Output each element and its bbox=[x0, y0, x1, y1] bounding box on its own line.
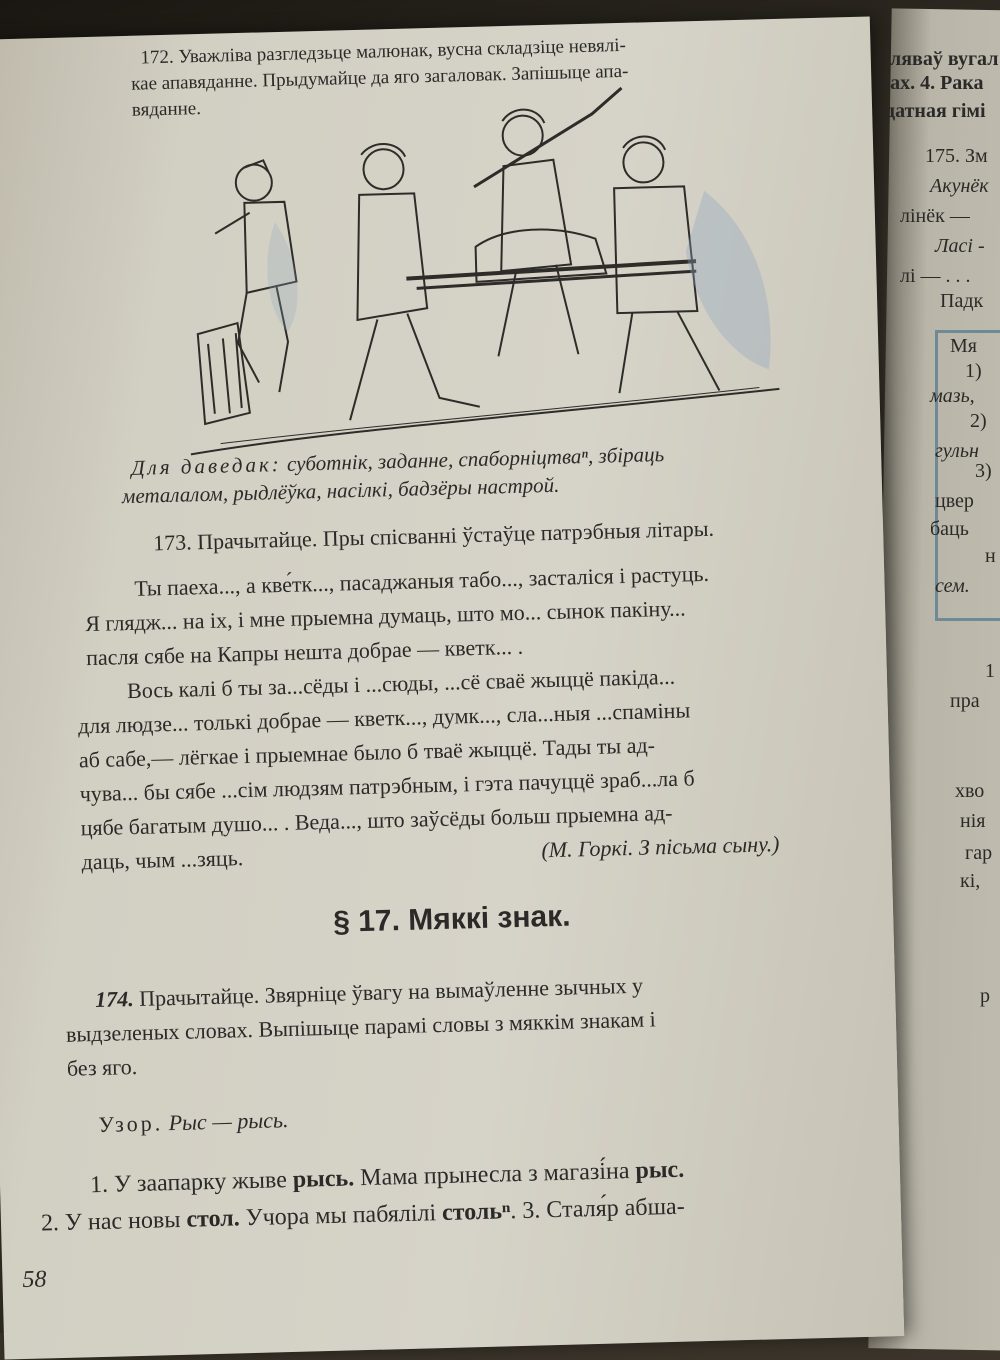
s2-part: Учора мы пабялілі bbox=[239, 1200, 443, 1232]
ex172-line2: кае апавяданне. Прыдумайце да яго загаловак. Запішыце апа- bbox=[130, 60, 629, 95]
right-page-line: 1 bbox=[985, 660, 995, 682]
ex174-pattern bbox=[98, 1107, 289, 1138]
section-title: § 17. Мяккі знак. bbox=[332, 899, 571, 939]
right-page-line: 2) bbox=[970, 410, 987, 432]
s2-bold-word: стол. bbox=[186, 1205, 241, 1233]
right-page-line: 175. Зм bbox=[925, 145, 988, 167]
right-page-line: мазь, bbox=[930, 385, 975, 407]
right-page-line: гар bbox=[965, 842, 993, 864]
right-page-line: Мя bbox=[950, 335, 977, 357]
ex174-line2: выдзеленых словах. Выпішыце парамі словы з мяккім знакам і bbox=[65, 1006, 657, 1047]
s2-part: . 3. Сталя́р абша- bbox=[510, 1193, 685, 1225]
right-page-line: нія bbox=[960, 810, 986, 832]
ex173-line: цябе багатым душо... . Веда..., што заўсёды больш прыемна ад- bbox=[80, 799, 673, 841]
left-page bbox=[0, 16, 904, 1359]
ex172-line3: вяданне. bbox=[131, 97, 202, 121]
s2-part: 2. У нас новы bbox=[40, 1206, 187, 1237]
right-page-line: Ласі - bbox=[935, 235, 985, 257]
ex173-line: для людзе... толькі добрае — кветк..., думк..., сла...ныя ...спаміны bbox=[77, 697, 691, 739]
ex172-line1: 172. Уважліва разгледзьце малюнак, вусна складзіце невялі- bbox=[140, 34, 627, 69]
right-page-line: р bbox=[980, 985, 990, 1007]
ex173-line: чува... бы сябе ...сім людзям патрэбным, і гэта пачуццё зраб...ла б bbox=[79, 765, 695, 807]
ex173-line: Вось калі б ты за...сёды і ...сюды, ...сё сваё жыццё пакіда... bbox=[126, 663, 676, 704]
ex174-line1 bbox=[95, 973, 644, 1013]
right-page-line: баць bbox=[930, 518, 969, 540]
hint-label: Для даведак: bbox=[130, 451, 283, 480]
right-page-line: ляваў вугал bbox=[890, 48, 999, 70]
ex173-line: пасля сябе на Капры нешта добрае — кветк... . bbox=[85, 633, 524, 671]
right-page-line: пра bbox=[950, 690, 980, 712]
right-page-line: цвер bbox=[935, 490, 974, 512]
right-page-line: 3) bbox=[975, 460, 992, 482]
right-page-line: лі — . . . bbox=[900, 265, 971, 287]
right-page-line: 1) bbox=[965, 360, 982, 382]
right-page-line: Акунёк bbox=[930, 175, 989, 197]
s1-part: Мама прынесла з магазі́на bbox=[353, 1157, 636, 1192]
ex174-sentence2 bbox=[41, 1194, 685, 1238]
ex173-source: (М. Горкі. З пісьма сыну.) bbox=[541, 831, 780, 863]
right-page-line: хво bbox=[955, 780, 985, 802]
right-page-line: тах. 4. Рака bbox=[880, 72, 984, 94]
page-number: 58 bbox=[22, 1266, 47, 1294]
ex174-number: 174. bbox=[94, 986, 134, 1013]
right-page-line: датная гімі bbox=[885, 100, 986, 122]
right-page-line: кі, bbox=[960, 870, 981, 892]
hint-line2: металалом, рыдлёўка, насілкі, бадзёры настрой. bbox=[121, 472, 560, 509]
s1-bold-word: рыс. bbox=[635, 1156, 685, 1184]
pattern-label: Узор. bbox=[98, 1110, 164, 1138]
s1-bold-word: рысь. bbox=[292, 1165, 355, 1193]
ex174-text1: Прачытайце. Звярніце ўвагу на вымаўленне зычных у bbox=[138, 972, 644, 1011]
illustration-subbotnik bbox=[171, 69, 801, 465]
ex173-title: 173. Прачытайце. Пры спісванні ўстаўце патрэбныя літары. bbox=[152, 515, 715, 556]
ex173-line: Я глядж... на іх, і мне прыемна думаць, што мо... сынок пакіну... bbox=[84, 595, 686, 637]
right-page-line: сем. bbox=[935, 575, 970, 597]
right-page-line: н bbox=[985, 545, 996, 567]
pattern-example: Рыс — рысь. bbox=[168, 1107, 289, 1136]
right-page-line: лінёк — bbox=[900, 205, 970, 227]
ex173-line: Ты паеха..., а кве́тк..., пасаджаныя табо..., засталіся і растуць. bbox=[134, 560, 710, 601]
ex173-line: аб сабе,— лёгкае і прыемнае было б тваё жыццё. Тады ты ад- bbox=[78, 732, 656, 773]
ex174-sentence1 bbox=[90, 1157, 685, 1200]
ex174-line3: без яго. bbox=[66, 1053, 138, 1081]
s1-part: 1. У заапарку жыве bbox=[89, 1166, 294, 1199]
ex173-line: даць, чым ...зяць. bbox=[81, 845, 244, 875]
hint-words-1: суботнік, заданне, спаборніцтваⁿ, збіраць bbox=[286, 441, 665, 476]
right-page-line: Падк bbox=[940, 290, 984, 312]
s2-bold-word: стольⁿ bbox=[441, 1198, 511, 1227]
right-page-line: гульн bbox=[935, 440, 979, 462]
